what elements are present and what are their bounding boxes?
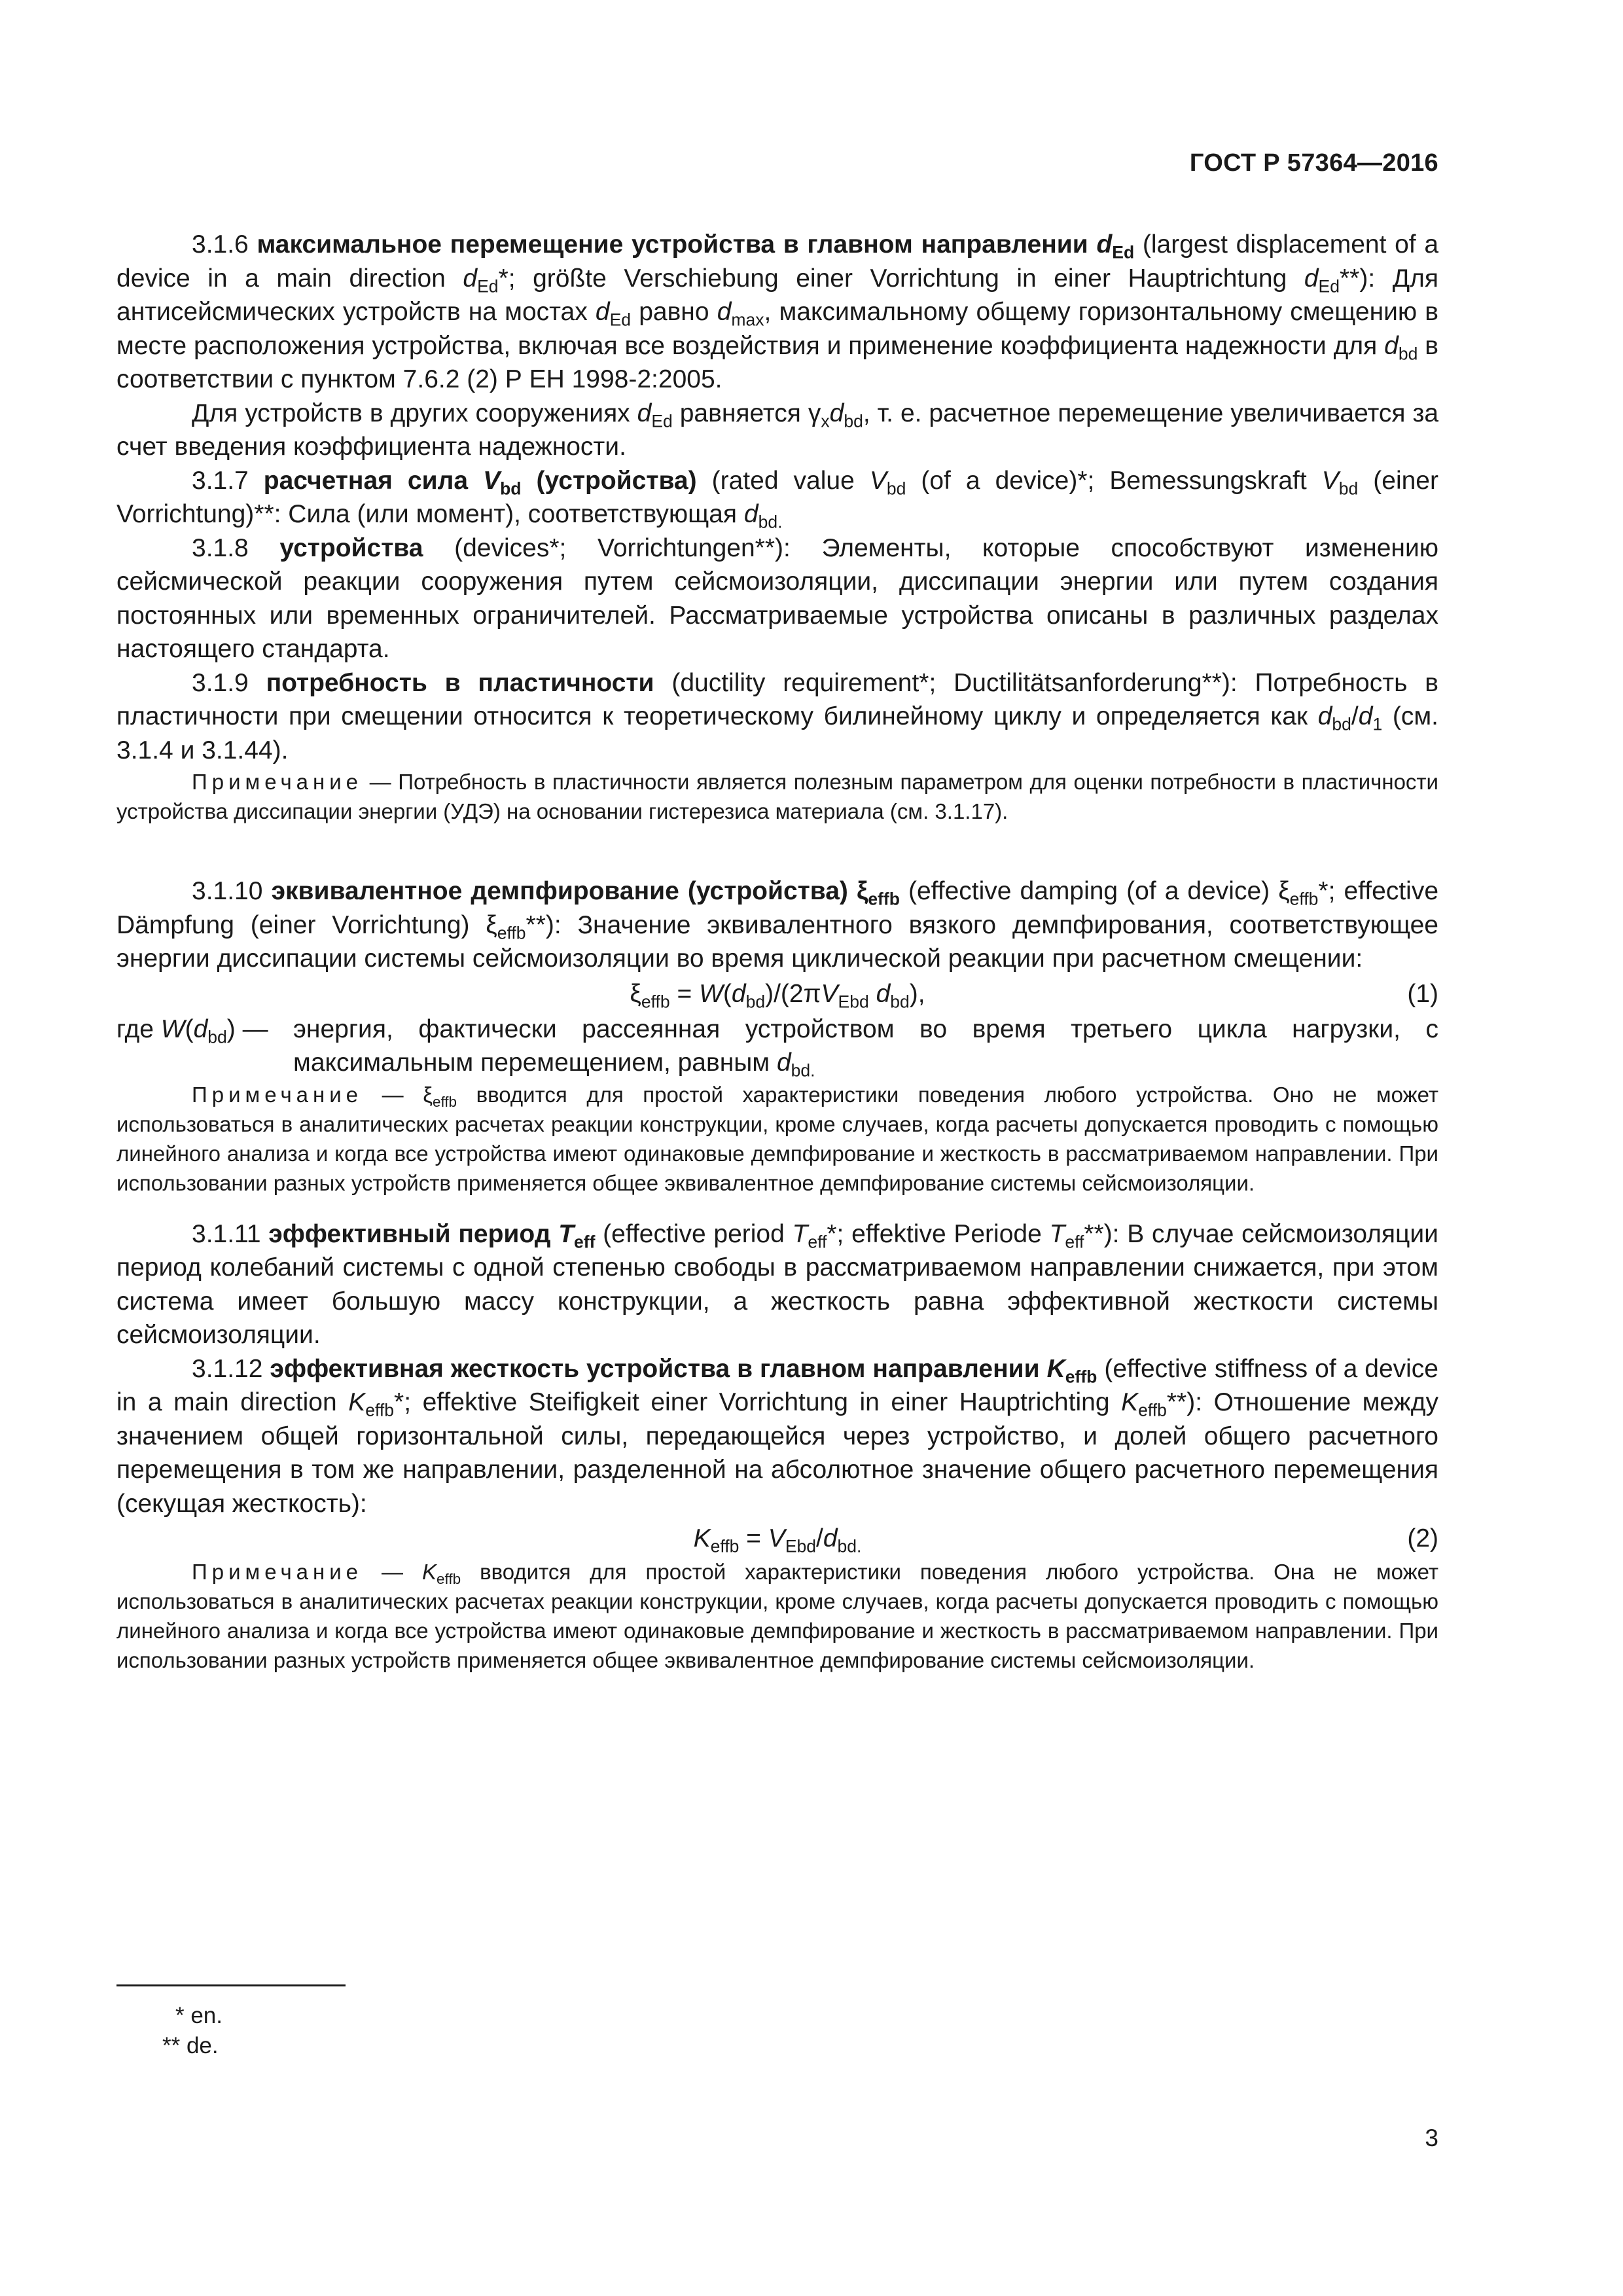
note-3: Примечание — $K_{effb}$ вводится для простой характеристики поведения любого устройства. Она не может использоваться в аналитических расчетах реакции конструкции, кроме случаев, когда расчеты допускается проводить с помощью линейного анализа и когда все устройства имеют одинаковые демпфирование и жесткость в рассматриваемом направлении. При использовании разных устройств применяется общее эквивалентное демпфирование системы сейсмоизоляции. xyxy=(116,1560,1439,1672)
section-number: 3.1.9 xyxy=(192,668,249,697)
note-label: Примечание xyxy=(192,1082,363,1107)
section-3-1-12: 3.1.12 эффективная жесткость устройства в главном направлении $K_{effb}$ (effective stiffness of a device in a main direction $K_{effb}*$; effektive Steifigkeit einer Vorrichtung in einer Hauptrichting $K_{effb}**$): Отношение между значением общей горизонтальной силы, передающейся через устройство, и долей общего расчетного перемещения в том же направлении, разделенной на абсолютное значение общего расчетного перемещения (секущая жесткость): xyxy=(116,1354,1438,1518)
formula-2 xyxy=(116,1520,1438,1557)
equation-number: (2) xyxy=(1407,1524,1438,1552)
note-1: Примечание — Потребность в пластичности является полезным параметром для оценки потребности в пластичности устройства диссипации энергии (УДЭ) на основании гистерезиса материала (см. 3.1.17). xyxy=(116,770,1438,823)
section-number: 3.1.7 xyxy=(192,466,249,495)
section-number: 3.1.11 xyxy=(192,1219,261,1248)
section-number: 3.1.8 xyxy=(192,533,249,562)
term: эффективный период xyxy=(268,1219,551,1248)
term: расчетная сила xyxy=(263,466,469,495)
term: эквивалентное демпфирование (устройства) xyxy=(271,877,848,905)
section-3-1-6: 3.1.6 максимальное перемещение устройства в главном направлении $d_{Ed}$ (largest displacement of a device in a main direction $d_{Ed}*$; größte Verschiebung einer Vorrichtung in einer Hauptrichtung $d_{Ed}**$): Для антисейсмических устройств на мостах $d_{Ed}$ равно $d_{max}$, максимальному общему горизонтальному смещению в месте расположения устройства, включая все воздействия и применение коэффициента надежности для $d_{bd}$ в соответствии с пунктом 7.6.2 (2) Р ЕН 1998-2:2005. xyxy=(116,230,1439,393)
legend-term: где $W(d_{bd})$ — xyxy=(116,1014,268,1047)
footnote-2: ** de. xyxy=(162,2033,219,2058)
note-label: Примечание xyxy=(192,1560,363,1584)
section-number: 3.1.12 xyxy=(192,1354,263,1383)
section-number: 3.1.6 xyxy=(192,230,249,259)
legend-definition: энергия, фактически рассеянная устройством во время третьего цикла нагрузки, с максимальным перемещением, равным $d_{bd.}$ xyxy=(293,1014,1438,1081)
formula-1 xyxy=(116,976,1438,1013)
document-id-header: ГОСТ Р 57364—2016 xyxy=(1189,149,1438,177)
footnote-1: * en. xyxy=(175,2003,223,2028)
section-3-1-6-continued: Для устройств в других сооружениях $d_{Ed}$ равняется $\gamma_xd_{bd}$, т. е. расчетное перемещение увеличивается за счет введения коэффициента надежности. xyxy=(116,399,1439,461)
note-label: Примечание xyxy=(192,770,363,794)
term: максимальное перемещение устройства в главном направлении xyxy=(257,230,1088,259)
formula-expression: $K_{effb} = V_{Ebd}/d_{bd.}$ xyxy=(693,1524,862,1556)
section-3-1-11: 3.1.11 эффективный период $T_{eff}$ (effective period $T_{eff}*$; effektive Periode $T_{eff}**$): В случае сейсмоизоляции период колебаний системы с одной степенью свободы в рассматриваемом направлении снижается, при этом система имеет большую массу конструкции, а жесткость равна эффективной жесткости системы сейсмоизоляции. xyxy=(116,1219,1438,1349)
equation-number: (1) xyxy=(1407,979,1438,1008)
section-3-1-10: 3.1.10 эквивалентное демпфирование (устройства) $\xi_{effb}$ (effective damping (of a device) $\xi_{effb}*$; effective Dämpfung (einer Vorrichtung) $\xi_{effb}**$): Значение эквивалентного вязкого демпфирования, соответствующее энергии диссипации системы сейсмоизоляции во время циклической реакции при расчетном смещении: xyxy=(116,877,1439,973)
note-2: Примечание — $\xi_{effb}$ вводится для простой характеристики поведения любого устройства. Оно не может использоваться в аналитических расчетах реакции конструкции, кроме случаев, когда расчеты допускается проводить с помощью линейного анализа и когда все устройства имеют одинаковые демпфирование и жесткость в рассматриваемом направлении. При использовании разных устройств применяется общее эквивалентное демпфирование системы сейсмоизоляции. xyxy=(116,1082,1438,1195)
section-3-1-7: 3.1.7 расчетная сила $V_{bd}$ (устройства) (rated value $V_{bd}$ (of a device)*; Bemessungskraft $V_{bd}$ (einer Vorrichtung)**: Сила (или момент), соответствующая $d_{bd.}$ xyxy=(116,466,1438,532)
section-3-1-9: 3.1.9 потребность в пластичности (ductility requirement*; Ductilitätsanforderung**): Потребность в пластичности при смещении относится к теоретическому билинейному циклу и определяется как $d_{bd}/d_1$ (см. 3.1.4 и 3.1.44). xyxy=(116,668,1438,764)
footnote-divider xyxy=(116,1984,346,1986)
term: устройства xyxy=(279,533,423,562)
formula-expression: $\xi_{effb} = W(d_{bd})/(2\pi V_{Ebd}$ $d_{bd}$), xyxy=(630,979,925,1011)
term: эффективная жесткость устройства в главном направлении xyxy=(270,1354,1040,1383)
term: потребность в пластичности xyxy=(266,668,654,697)
formula-1-legend xyxy=(116,1013,1438,1080)
page-number: 3 xyxy=(1425,2125,1438,2151)
section-3-1-8: 3.1.8 устройства (devices*; Vorrichtungen**): Элементы, которые способствуют изменению сейсмической реакции сооружения путем сейсмоизоляции, диссипации энергии или путем создания постоянных или временных ограничителей. Рассматриваемые устройства описаны в различных разделах настоящего стандарта. xyxy=(116,533,1438,663)
document-body xyxy=(116,228,1438,1675)
section-number: 3.1.10 xyxy=(192,877,263,905)
